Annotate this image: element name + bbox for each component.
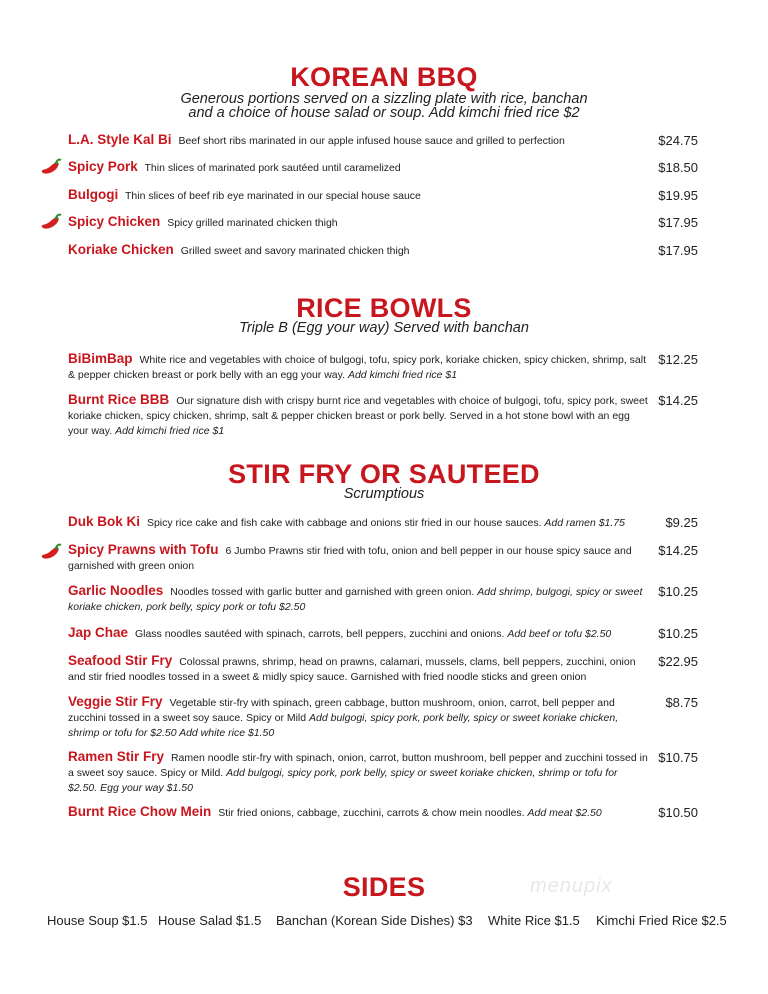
item-price: $8.75	[665, 695, 698, 710]
item-description: Noodles tossed with garlic butter and garnished with green onion.	[170, 586, 475, 598]
item-price: $17.95	[658, 243, 698, 258]
item-name: Seafood Stir Fry	[68, 653, 173, 668]
item-name: Garlic Noodles	[68, 583, 164, 598]
item-description: Grilled sweet and savory marinated chicken thigh	[180, 245, 410, 257]
item-price: $17.95	[658, 215, 698, 230]
item-name: Spicy Chicken	[68, 214, 161, 229]
item-name: Ramen Stir Fry	[68, 749, 165, 764]
menu-item	[68, 625, 648, 642]
item-price: $24.75	[658, 133, 698, 148]
section-subtitle-rice-bowls: Triple B (Egg your way) Served with banchan	[239, 320, 529, 336]
item-price: $18.50	[658, 160, 698, 175]
section-title-sides: SIDES	[342, 872, 426, 902]
menu-item	[68, 749, 648, 796]
item-price: $10.75	[658, 750, 698, 765]
item-name: Spicy Prawns with Tofu	[68, 542, 219, 557]
item-name: Jap Chae	[68, 625, 129, 640]
item-name: Burnt Rice BBB	[68, 392, 170, 407]
item-price: $10.25	[658, 584, 698, 599]
item-description: Thin slices of beef rib eye marinated in our special house sauce	[124, 190, 421, 202]
side-item: House Soup $1.5	[47, 913, 148, 928]
section-title-stir-fry: STIR FRY OR SAUTEED	[228, 459, 540, 489]
side-item: White Rice $1.5	[488, 913, 580, 928]
menu-item	[68, 694, 648, 741]
item-note: Add shrimp, bulgogi, spicy or sweet koriake chicken, pork belly, spicy pork or tofu $2.50	[68, 586, 643, 613]
item-price: $22.95	[658, 654, 698, 669]
menu-item	[68, 653, 648, 685]
side-item: Banchan (Korean Side Dishes) $3	[276, 913, 473, 928]
menu-item	[68, 351, 648, 383]
item-description: Stir fried onions, cabbage, zucchini, carrots & chow mein noodles.	[218, 807, 525, 819]
item-description: Thin slices of marinated pork sautéed until caramelized	[144, 162, 401, 174]
menu-item	[68, 804, 648, 821]
menu-item	[68, 542, 648, 574]
item-note: Add ramen $1.75	[544, 517, 625, 529]
item-price: $10.25	[658, 626, 698, 641]
item-note: Add kimchi fried rice $1	[347, 369, 458, 381]
item-description: Spicy grilled marinated chicken thigh	[167, 217, 338, 229]
item-note: Add kimchi fried rice $1	[115, 425, 225, 437]
item-price: $10.50	[658, 805, 698, 820]
item-note: Add bulgogi, spicy pork, pork belly, spicy or sweet koriake chicken, shrimp or tofu for $2.50. Egg your way $1.50	[68, 767, 618, 794]
item-description: White rice and vegetables with choice of bulgogi, tofu, spicy pork, koriake chicken, spicy chicken, shrimp, salt & pepper chicken breast or pork belly with an egg your way.	[68, 354, 647, 381]
item-note: Add bulgogi, spicy pork, pork belly, spicy or sweet koriake chicken, shrimp or tofu for $2.50 Add white rice $1.50	[68, 712, 619, 739]
menu-item	[68, 583, 648, 615]
item-name: Burnt Rice Chow Mein	[68, 804, 212, 819]
item-note: Add beef or tofu $2.50	[507, 628, 612, 640]
item-price: $12.25	[658, 352, 698, 367]
chili-pepper-icon	[38, 543, 64, 563]
section-title-rice-bowls: RICE BOWLS	[296, 293, 472, 323]
item-description: Vegetable stir-fry with spinach, green cabbage, button mushroom, onion, carrot, bell pepper and zucchini tossed in a sweet soy sauce. Spicy or Mild	[68, 697, 615, 724]
item-price: $19.95	[658, 188, 698, 203]
item-name: BiBimBap	[68, 351, 133, 366]
item-description: 6 Jumbo Prawns stir fried with tofu, onion and bell pepper in our house spicy sauce and garnished with green onion	[68, 545, 632, 572]
menu-item	[68, 159, 648, 176]
item-description: Our signature dish with crispy burnt rice and vegetables with choice of bulgogi, tofu, spicy pork, sweet koriake chicken, spicy chicken, shrimp, salt & pepper chicken breast or pork belly. Served in a hot stone bowl with an egg your way.	[68, 395, 648, 437]
section-subtitle-korean-bbq-2: and a choice of house salad or soup. Add kimchi fried rice $2	[188, 105, 580, 121]
item-description: Beef short ribs marinated in our apple infused house sauce and grilled to perfection	[178, 135, 565, 147]
section-title-korean-bbq: KOREAN BBQ	[290, 62, 478, 92]
item-description: Ramen noodle stir-fry with spinach, onion, carrot, button mushroom, bell pepper and zucchini tossed in a sweet soy sauce. Spicy or Mild.	[68, 752, 648, 779]
item-name: Duk Bok Ki	[68, 514, 141, 529]
item-price: $14.25	[658, 393, 698, 408]
chili-pepper-icon	[38, 158, 64, 178]
menu-item	[68, 214, 648, 231]
watermark: menupix	[530, 875, 613, 897]
menu-item	[68, 242, 648, 259]
item-description: Glass noodles sautéed with spinach, carrots, bell peppers, zucchini and onions.	[134, 628, 505, 640]
item-description: Colossal prawns, shrimp, head on prawns, calamari, mussels, clams, bell peppers, zucchini, onion and stir fried noodles tossed in a sweet & midly spicy sauce. Garnished with fried noodle sticks and green onion	[68, 656, 636, 683]
item-note: Add meat $2.50	[527, 807, 602, 819]
section-subtitle-stir-fry: Scrumptious	[343, 486, 425, 502]
item-name: L.A. Style Kal Bi	[68, 132, 172, 147]
chili-pepper-icon	[38, 213, 64, 233]
menu-item	[68, 187, 648, 204]
item-name: Veggie Stir Fry	[68, 694, 163, 709]
item-price: $9.25	[665, 515, 698, 530]
item-description: Spicy rice cake and fish cake with cabbage and onions stir fried in our house sauces.	[146, 517, 542, 529]
item-name: Koriake Chicken	[68, 242, 174, 257]
menu-item	[68, 132, 648, 149]
side-item: Kimchi Fried Rice $2.5	[596, 913, 727, 928]
menu-item	[68, 514, 648, 531]
side-item: House Salad $1.5	[158, 913, 262, 928]
menu-item	[68, 392, 648, 439]
section-subtitle-korean-bbq-1: Generous portions served on a sizzling plate with rice, banchan	[180, 91, 588, 107]
item-name: Spicy Pork	[68, 159, 138, 174]
item-price: $14.25	[658, 543, 698, 558]
item-name: Bulgogi	[68, 187, 119, 202]
